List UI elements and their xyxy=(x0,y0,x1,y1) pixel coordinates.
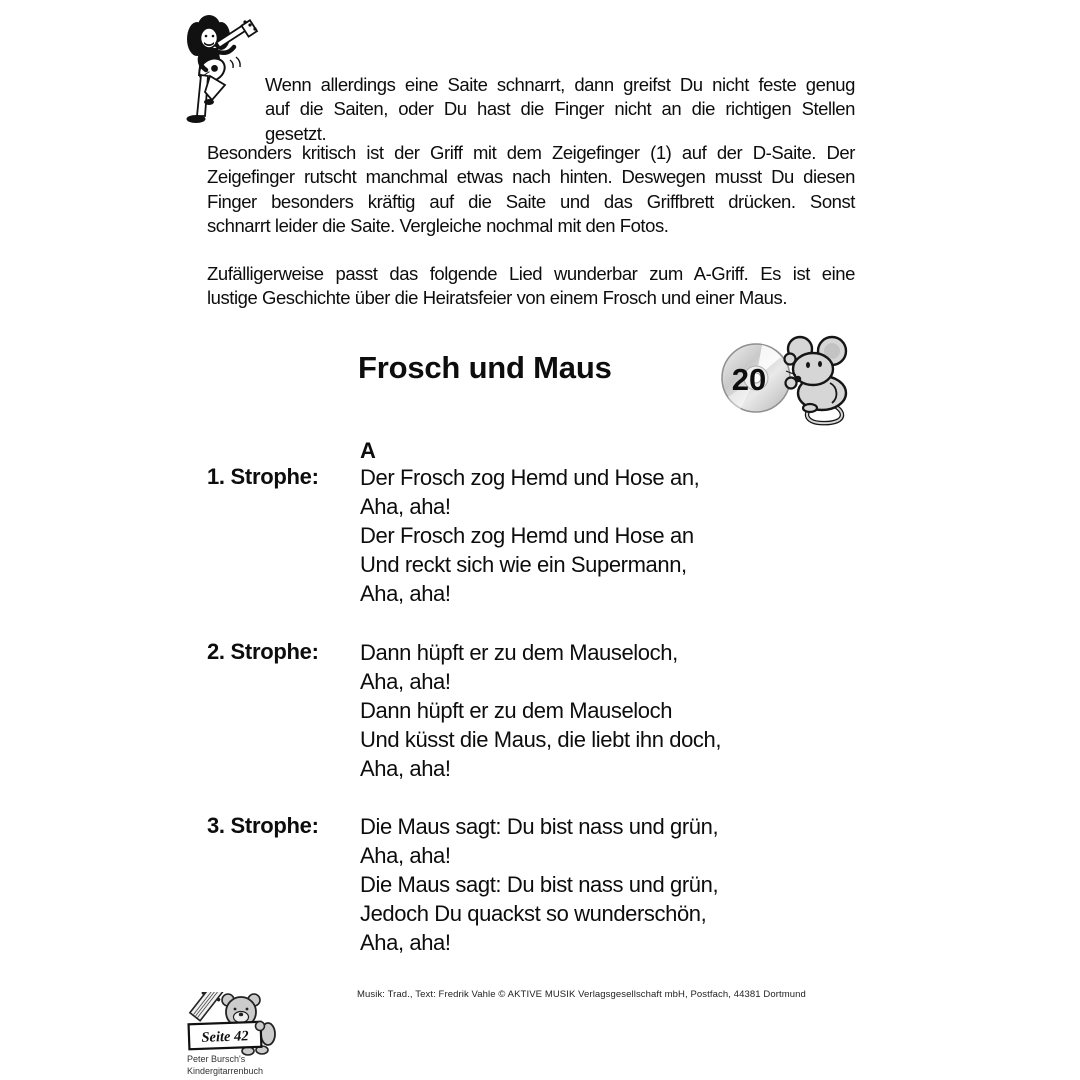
verse-3-lyrics xyxy=(360,812,718,957)
guitarist-illustration-icon xyxy=(168,12,264,136)
cd-track-illustration xyxy=(718,331,858,429)
verse-1-lyrics xyxy=(360,463,699,608)
paragraph-critical-line: schnarrt leider die Saite. Vergleiche nochmal mit den Fotos. xyxy=(207,215,669,237)
page-number-logo xyxy=(180,992,290,1056)
track-number: 20 xyxy=(731,362,767,397)
verse-1-label: 1. Strophe: xyxy=(207,464,319,489)
chord-label: A xyxy=(360,438,376,463)
paragraph-song-intro xyxy=(207,262,855,311)
lyric-line: Aha, aha! xyxy=(360,756,451,781)
verse-3-label: 3. Strophe: xyxy=(207,813,319,838)
paragraph-intro xyxy=(265,73,855,146)
lyric-line: Aha, aha! xyxy=(360,669,451,694)
lyric-line: Und reckt sich wie ein Supermann, xyxy=(360,552,687,577)
lyric-line: Dann hüpft er zu dem Mauseloch xyxy=(360,698,673,723)
lyric-line: Aha, aha! xyxy=(360,581,451,606)
credit-line: Musik: Trad., Text: Fredrik Vahle © AKTIVE MUSIK Verlagsgesellschaft mbH, Postfach, 44381 Dortmund xyxy=(357,989,806,1000)
page-number-label: Seite 42 xyxy=(201,1028,249,1046)
paragraph-song-intro-line: lustige Geschichte über die Heiratsfeier von einem Frosch und einer Maus. xyxy=(207,287,788,309)
mouse-illustration-icon xyxy=(785,337,847,423)
book-title-line2: Kindergitarrenbuch xyxy=(187,1066,264,1076)
paragraph-critical xyxy=(207,141,855,239)
paragraph-intro-line: auf die Saiten, oder Du hast die Finger nicht an die richtigen Stellen xyxy=(265,98,855,120)
verse-2-lyrics xyxy=(360,638,721,783)
lyric-line: Die Maus sagt: Du bist nass und grün, xyxy=(360,872,719,897)
song-title: Frosch und Maus xyxy=(358,350,612,385)
book-title-line1: Peter Bursch's xyxy=(187,1054,246,1064)
paragraph-critical-line: Besonders kritisch ist der Griff mit dem Zeigefinger (1) auf der D-Saite. Der xyxy=(207,142,855,163)
lyric-line: Der Frosch zog Hemd und Hose an xyxy=(360,523,694,548)
lyric-line: Aha, aha! xyxy=(360,843,451,868)
paragraph-critical-line: Finger besonders kräftig auf die Saite und das Griffbrett drücken. Sonst xyxy=(207,190,855,212)
lyric-line: Aha, aha! xyxy=(360,930,451,955)
lyric-line: Die Maus sagt: Du bist nass und grün, xyxy=(360,814,719,839)
lyric-line: Der Frosch zog Hemd und Hose an, xyxy=(360,465,700,490)
lyric-line: Und küsst die Maus, die liebt ihn doch, xyxy=(360,727,722,752)
paragraph-intro-line: Wenn allerdings eine Saite schnarrt, dann greifst Du nicht feste genug xyxy=(265,74,855,95)
lyric-line: Dann hüpft er zu dem Mauseloch, xyxy=(360,640,678,665)
paragraph-critical-line: Zeigefinger rutscht manchmal etwas nach hinten. Deswegen musst Du diesen xyxy=(207,166,855,188)
paragraph-song-intro-line: Zufälligerweise passt das folgende Lied wunderbar zum A-Griff. Es ist eine xyxy=(207,263,855,284)
paragraph-intro-line: gesetzt. xyxy=(265,122,327,144)
book-title xyxy=(187,1053,263,1077)
lyric-line: Aha, aha! xyxy=(360,494,451,519)
lyric-line: Jedoch Du quackst so wunderschön, xyxy=(360,901,707,926)
verse-2-label: 2. Strophe: xyxy=(207,639,319,664)
